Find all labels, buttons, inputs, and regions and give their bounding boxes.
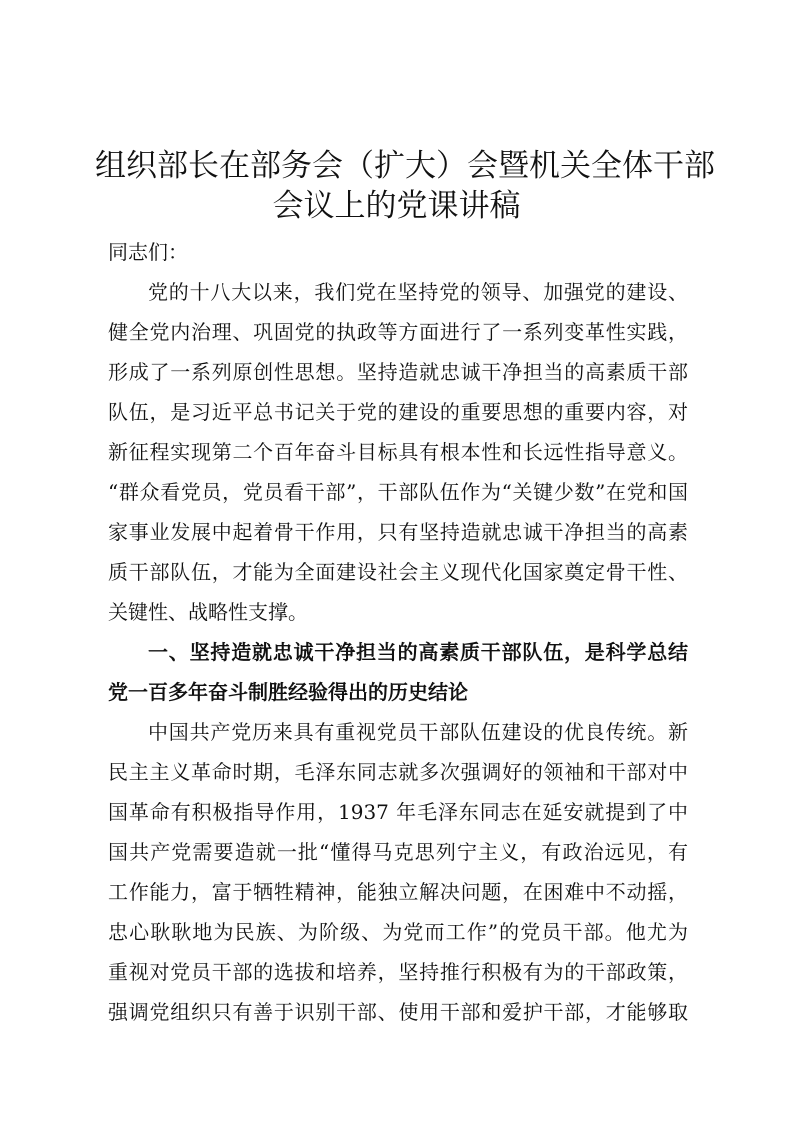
paragraph-2-line: 强调党组织只有善于识别干部、使用干部和爱护干部，才能够取 [108, 1000, 688, 1024]
paragraph-2-line: 民主主义革命时期，毛泽东同志就多次强调好的领袖和干部对中 [108, 760, 688, 784]
paragraph-1-line: 队伍，是习近平总书记关于党的建设的重要思想的重要内容，对 [108, 400, 688, 424]
paragraph-2-line: 中国共产党历来具有重视党员干部队伍建设的优良传统。新 [148, 720, 688, 744]
paragraph-1-line: 新征程实现第二个百年奋斗目标具有根本性和长远性指导意义。 [108, 440, 688, 464]
document-title-line-2: 会议上的党课讲稿 [272, 188, 521, 224]
paragraph-1-line: 党的十八大以来，我们党在坚持党的领导、加强党的建设、 [148, 280, 688, 304]
document-title-line-1: 组织部长在部务会（扩大）会暨机关全体干部 [95, 148, 715, 184]
paragraph-2-line: 忠心耿耿地为民族、为阶级、为党而工作”的党员干部。他尤为 [108, 920, 688, 944]
paragraph-2-line: 国革命有积极指导作用，1937 年毛泽东同志在延安就提到了中 [108, 800, 688, 824]
paragraph-1-line: 健全党内治理、巩固党的执政等方面进行了一系列变革性实践， [108, 320, 688, 344]
salutation: 同志们： [108, 240, 188, 264]
paragraph-1-line: 家事业发展中起着骨干作用，只有坚持造就忠诚干净担当的高素 [108, 520, 688, 544]
paragraph-2-line: 工作能力，富于牺牲精神，能独立解决问题，在困难中不动摇， [108, 880, 688, 904]
paragraph-2-line: 重视对党员干部的选拔和培养，坚持推行积极有为的干部政策， [108, 960, 688, 984]
paragraph-2-line: 国共产党需要造就一批“懂得马克思列宁主义，有政治远见，有 [108, 840, 688, 864]
section-heading-1-line-2: 党一百多年奋斗制胜经验得出的历史结论 [108, 680, 468, 704]
section-heading-1-line-1: 一、坚持造就忠诚干净担当的高素质干部队伍，是科学总结 [148, 640, 688, 664]
paragraph-1-line: 质干部队伍，才能为全面建设社会主义现代化国家奠定骨干性、 [108, 560, 688, 584]
paragraph-1-line: “群众看党员，党员看干部”，干部队伍作为“关键少数”在党和国 [108, 480, 688, 504]
paragraph-1-line: 关键性、战略性支撑。 [108, 600, 308, 624]
paragraph-1-line: 形成了一系列原创性思想。坚持造就忠诚干净担当的高素质干部 [108, 360, 688, 384]
